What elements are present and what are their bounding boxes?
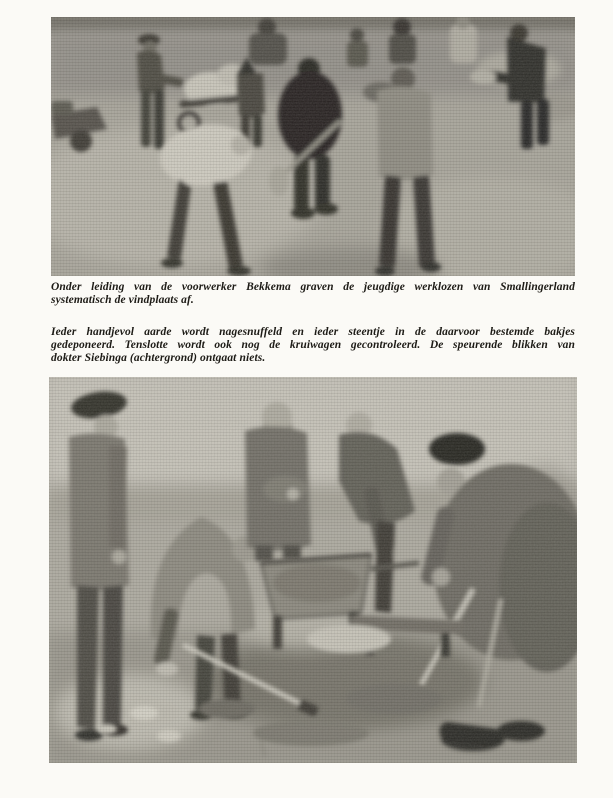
caption-bottom-photo	[51, 326, 575, 365]
caption-line: Ieder handjevol aarde wordt nagesnuffeld en ieder steentje in de daarvoor bestemde bakjes	[51, 326, 575, 338]
caption-line: gedeponeerd. Tenslotte wordt ook nog de kruiwagen gecontroleerd. De speurende blikken van	[51, 339, 575, 351]
top-photo	[51, 17, 575, 276]
caption-line: Onder leiding van de voorwerker Bekkema graven de jeugdige werklozen van Smallingerland	[51, 281, 575, 293]
caption-line: systematisch de vindplaats af.	[51, 294, 194, 306]
grain-overlay	[49, 377, 577, 763]
caption-line: dokter Siebinga (achtergrond) ontgaat niets.	[51, 352, 266, 364]
bottom-photo-illustration	[49, 377, 577, 763]
top-photo-illustration	[51, 17, 575, 276]
grain-overlay	[51, 17, 575, 276]
caption-top-photo	[51, 281, 575, 307]
bottom-photo	[49, 377, 577, 763]
